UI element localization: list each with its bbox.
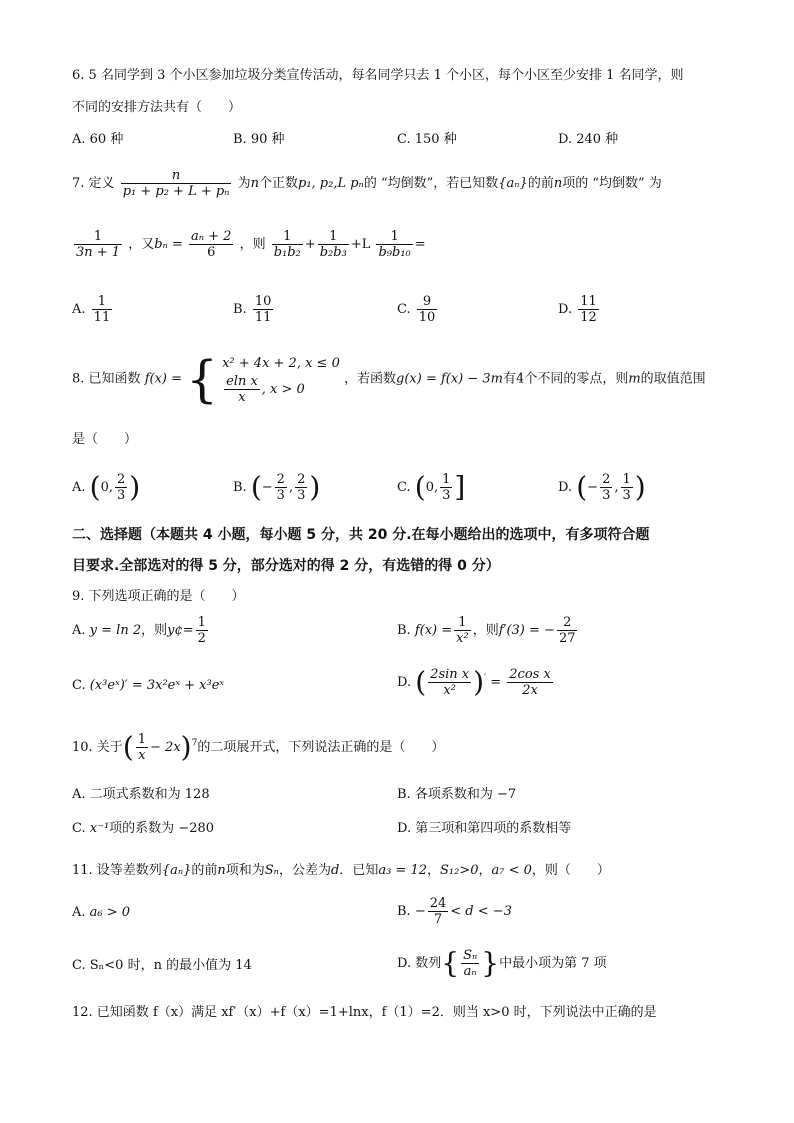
q6-stem-line2: 不同的安排方法共有（ ） [72, 100, 242, 115]
q11-option-c: C. Sₙ<0 时，n 的最小值为 14 [72, 958, 252, 973]
q10-option-b: B. 各项系数和为 −7 [397, 787, 517, 802]
q11-option-d: D. 数列{ $\frac{\text{Sₙ}}{\text{aₙ}}$ }中最小项为第 7 项 [397, 946, 607, 980]
q11-stem: 11. 设等差数列{aₙ}的前n项和为Sₙ，公差为d．已知a₃ = 12，S₁₂>0，a₇ < 0，则（ ） [72, 863, 610, 878]
q10-option-d: D. 第三项和第四项的系数相等 [397, 821, 572, 836]
section2-heading-line2: 目要求.全部选对的得 5 分，部分选对的得 2 分，有选错的得 0 分） [72, 558, 500, 574]
q7-avg-fraction: $\frac{n}{\text{p₁ + p₂ + L + pₙ}}$ [122, 168, 230, 199]
q8-piecewise-cases: x² + 4x + 2, x ≤ 0 $\frac{\text{eln x}}{x}$ , x > 0 [222, 356, 340, 405]
q7-option-d: D. $\frac{11}{12}$ [558, 294, 597, 325]
q8-option-a: A. (0, $\frac{2}{3}$ ) [72, 470, 141, 504]
q8-option-c: C. (0, $\frac{1}{3}$ ] [397, 470, 466, 504]
q8-stem-line1: 8. 已知函数 f(x) = { x² + 4x + 2, x ≤ 0 $\frac{\text{eln x}}{x}$ , x > 0 ，若函数g(x) = f(x) − 3m有4个不同的零点，则m的取值范围 [72, 350, 706, 409]
section2-heading-line1: 二、选择题（本题共 4 小题，每小题 5 分，共 20 分.在每小题给出的选项中，有多项符合题 [72, 527, 650, 543]
q10-stem: 10. 关于( $\frac{1}{x}$ − 2x)$^7$的二项展开式，下列说法正确的是（ ） [72, 730, 445, 764]
q6-option-b: B. 90 种 [233, 132, 285, 147]
q7-stem-line1: 7. 定义 $\frac{n}{\text{p₁ + p₂ + L + pₙ}}$ 为n个正数p₁, p₂,L pₙ的 “均倒数”，若已知数{aₙ}的前n项的 “均倒数” 为 [72, 168, 662, 199]
q8-stem-line2: 是（ ） [72, 432, 138, 447]
q10-option-a: A. 二项式系数和为 128 [72, 787, 210, 802]
q7-option-c: C. $\frac{9}{10}$ [397, 294, 436, 325]
q12-stem: 12. 已知函数 f（x）满足 xf′（x）+f（x）=1+lnx，f（1）=2．则当 x>0 时，下列说法中正确的是 [72, 1005, 657, 1020]
q9-option-b: B. f(x) = $\frac{1}{\text{x²}}$ ，则f′(3) = − $\frac{2}{27}$ [397, 615, 576, 646]
q10-option-c: C. x⁻¹项的系数为 −280 [72, 821, 215, 836]
q6-option-a: A. 60 种 [72, 132, 124, 147]
q6-option-c: C. 150 种 [397, 132, 457, 147]
q6-stem-line1: 6. 5 名同学到 3 个小区参加垃圾分类宣传活动，每名同学只去 1 个小区，每个小区至少安排 1 名同学，则 [72, 68, 684, 83]
q9-option-d: D. ( $\frac{\text{2sin x}}{\text{x²}}$ )′ = $\frac{\text{2cos x}}{2x}$ [397, 665, 551, 699]
q8-option-b: B. (− $\frac{2}{3}$ , $\frac{2}{3}$ ) [233, 470, 321, 504]
q9-option-a: A. y = ln 2，则y¢= $\frac{1}{2}$ [72, 615, 206, 646]
q9-stem: 9. 下列选项正确的是（ ） [72, 589, 245, 604]
q8-piecewise-brace: { [186, 350, 218, 409]
q7-stem-line2: $\frac{1}{3n + 1}$ ，又bₙ = $\frac{\text{aₙ + 2}}{6}$ ，则 $\frac{1}{\text{b₁b₂}}$ + $\frac{1}{\text{b₂b₃}}$ +L $\frac{1}{\text{b₉b₁₀}}$ = [76, 229, 426, 260]
q11-option-b: B. − $\frac{24}{7}$ < d < −3 [397, 896, 512, 927]
q6-option-d: D. 240 种 [558, 132, 619, 147]
q7-option-a: A. $\frac{1}{11}$ [72, 294, 111, 325]
q11-option-a: A. a₆ > 0 [72, 905, 131, 920]
q9-option-c: C. (x³eˣ)′ = 3x²eˣ + x³eˣ [72, 678, 224, 693]
q7-option-b: B. $\frac{10}{11}$ [233, 294, 272, 325]
q8-option-d: D. (− $\frac{2}{3}$ , $\frac{1}{3}$ ) [558, 470, 646, 504]
